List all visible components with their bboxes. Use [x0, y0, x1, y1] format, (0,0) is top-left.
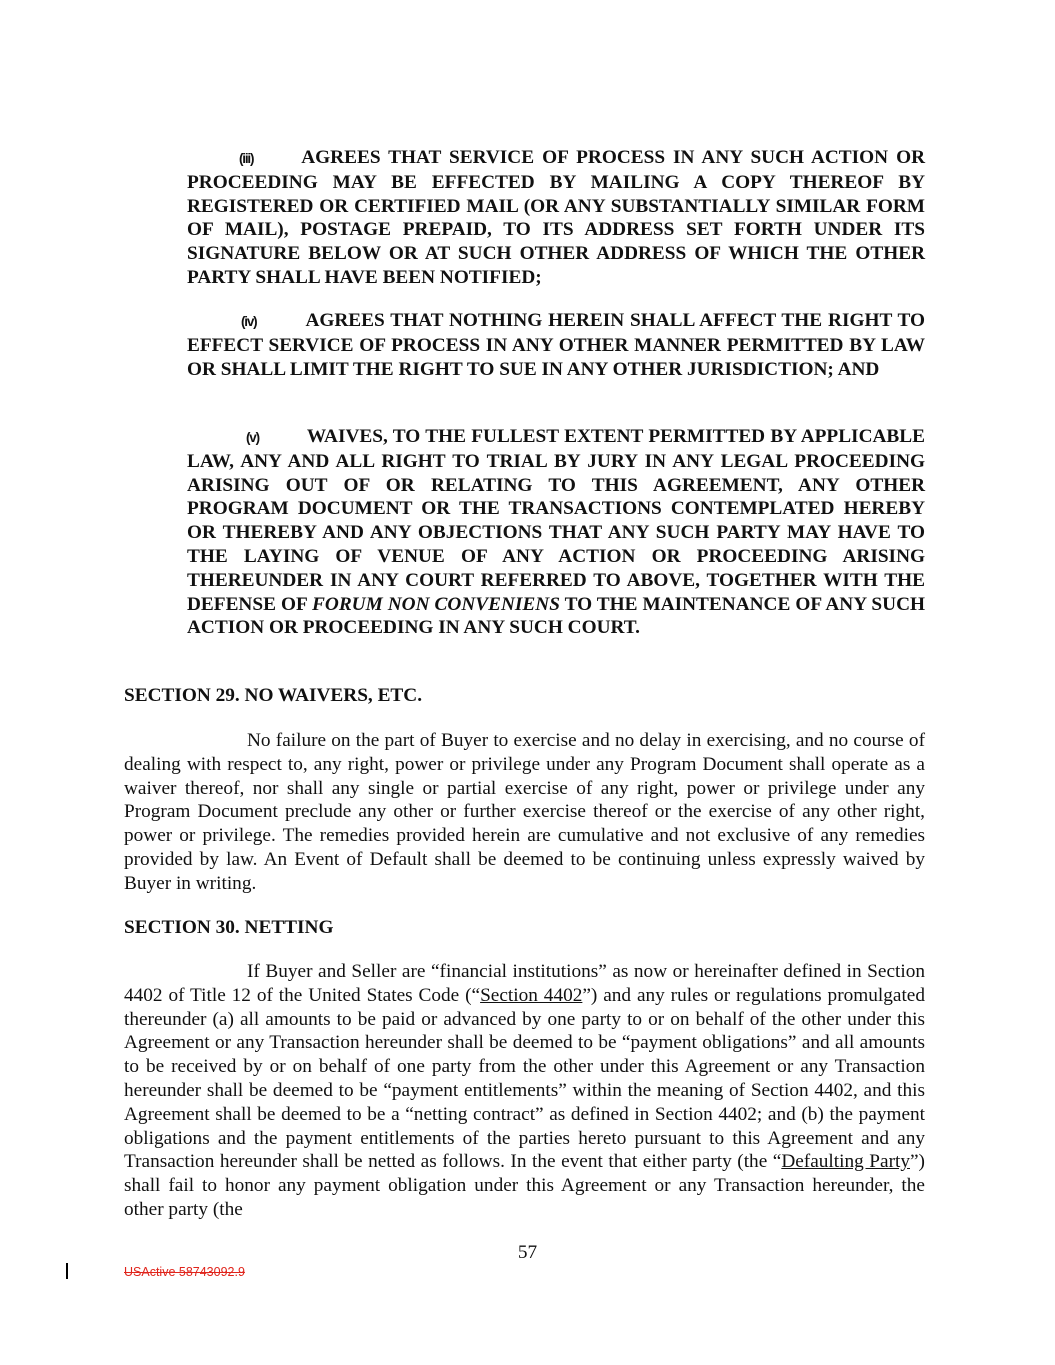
- clause-iii: [187, 146, 925, 290]
- clause-iv-text: AGREES THAT NOTHING HEREIN SHALL AFFECT THE RIGHT TO EFFECT SERVICE OF PROCESS IN ANY OTHER MANNER PERMITTED BY LAW OR SHALL LIMIT THE RIGHT TO SUE IN ANY OTHER JURISDICTION; AND: [187, 310, 925, 380]
- page-number: 57: [517, 1242, 538, 1263]
- clause-iii-text: AGREES THAT SERVICE OF PROCESS IN ANY SUCH ACTION OR PROCEEDING MAY BE EFFECTED BY MAILING A COPY THEREOF BY REGISTERED OR CERTIFIED MAIL (OR ANY SUBSTANTIALLY SIMILAR FORM OF MAIL), POSTAGE PREPAID, TO ITS ADDRESS SET FORTH UNDER ITS SIGNATURE BELOW OR AT SUCH OTHER ADDRESS OF WHICH THE OTHER PARTY SHALL HAVE BEEN NOTIFIED;: [187, 147, 925, 288]
- section-30-heading: SECTION 30. NETTING: [124, 917, 334, 938]
- clause-v-text: WAIVES, TO THE FULLEST EXTENT PERMITTED BY APPLICABLE LAW, ANY AND ALL RIGHT TO TRIAL BY JURY IN ANY LEGAL PROCEEDING ARISING OUT OF OR RELATING TO THIS AGREEMENT, ANY OTHER PROGRAM DOCUMENT OR THE TRANSACTIONS CONTEMPLATED HEREBY OR THEREBY AND ANY OBJECTIONS THAT ANY SUCH PARTY MAY HAVE TO THE LAYING OF VENUE OF ANY ACTION OR PROCEEDING ARISING THEREUNDER IN ANY COURT REFERRED TO ABOVE, TOGETHER WITH THE DEFENSE OF: [187, 426, 925, 615]
- clause-iii-number: (iii): [239, 151, 254, 166]
- section-29-heading: SECTION 29. NO WAIVERS, ETC.: [124, 685, 423, 706]
- section-30-body-part-2: ”) and any rules or regulations promulgated thereunder (a) all amounts to be paid or advanced by one party to or on behalf of the other under this Agreement or any Transaction hereunder shall be deemed to be “payment obligations” and all amounts to be received by or on behalf of one party from the other under this Agreement or any Transaction hereunder shall be deemed to be “payment entitlements” within the meaning of Section 4402, and this Agreement shall be deemed to be a “netting contract” as defined in Section 4402; and (b) the payment obligations and the payment entitlements of the parties hereto pursuant to this Agreement and any Transaction hereunder shall be netted as follows. In the event that either party (the “: [124, 984, 926, 1173]
- clause-iv: [187, 309, 925, 381]
- section-29-body: No failure on the part of Buyer to exercise and no delay in exercising, and no course of dealing with respect to, any right, power or privilege under any Program Document shall operate as a waiver thereof, nor shall any single or partial exercise of any right, power or privilege under any Program Document preclude any other or further exercise thereof or the exercise of any other right, power or privilege. The remedies provided herein are cumulative and not exclusive of any remedies provided by law. An Event of Default shall be deemed to be continuing unless expressly waived by Buyer in writing.: [124, 730, 925, 894]
- document-id-footer: USActive 58743092.9: [124, 1265, 245, 1279]
- section-30-body-part-3: ”) shall fail to honor any payment obligation under this Agreement or any Transaction hereunder, the other party (the: [124, 1151, 925, 1220]
- defined-term-section-4402: Section 4402: [480, 984, 583, 1006]
- clause-v: [187, 425, 925, 640]
- clause-v-number: (v): [246, 430, 259, 445]
- section-30-body-part-1: If Buyer and Seller are “financial institutions” as now or hereinafter defined in Section 4402 of Title 12 of the United States Code (“: [124, 961, 925, 1006]
- defined-term-defaulting-party: Defaulting Party: [781, 1151, 910, 1173]
- change-bar: [66, 1263, 68, 1279]
- clause-v-italic-term: FORUM NON CONVENIENS: [312, 593, 560, 615]
- section-30-body: [124, 960, 925, 1222]
- clause-v-tail: TO THE MAINTENANCE OF ANY SUCH ACTION OR PROCEEDING IN ANY SUCH COURT.: [187, 593, 925, 639]
- clause-iv-number: (iv): [241, 314, 257, 329]
